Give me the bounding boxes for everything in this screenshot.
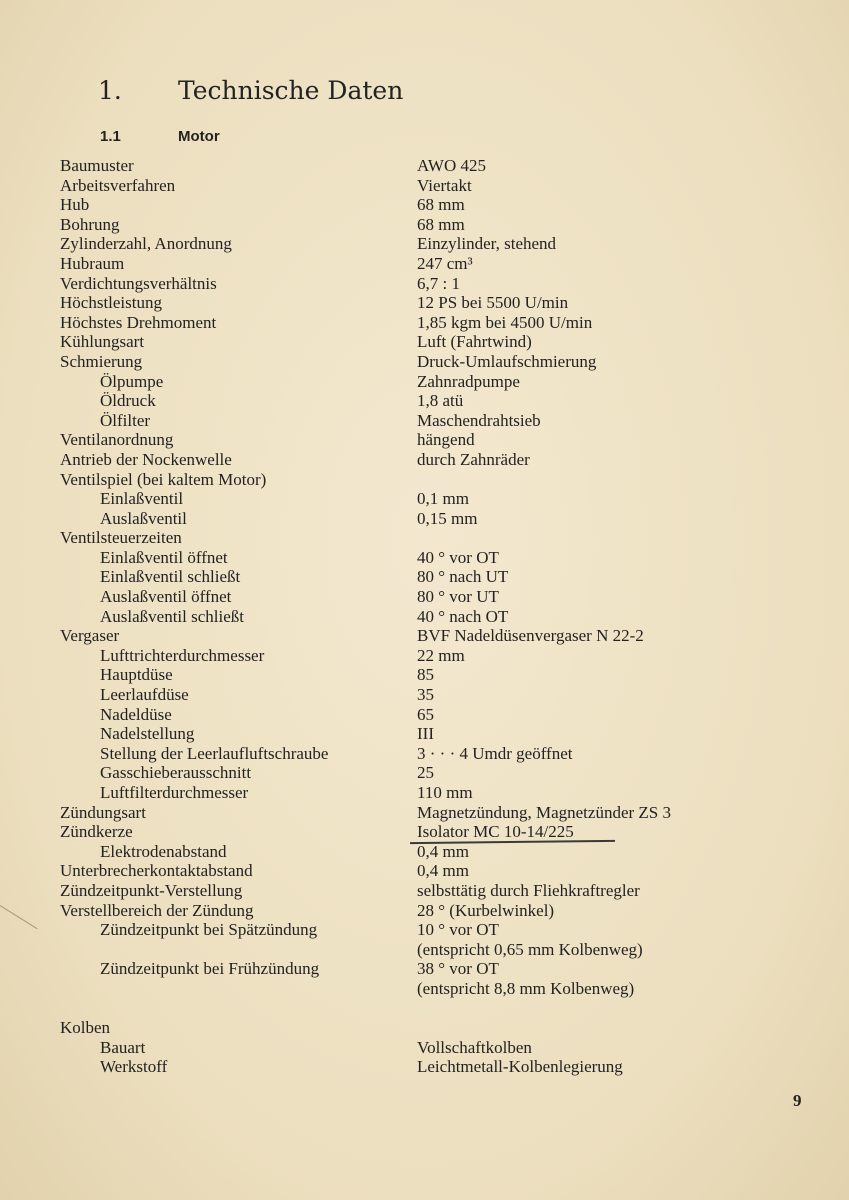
spec-row: [60, 724, 780, 744]
spec-value: 110 mm: [417, 783, 473, 802]
spec-label: Bauart: [100, 1037, 146, 1057]
spec-value: Leichtmetall-Kolbenlegierung: [417, 1057, 623, 1077]
subsection-number: 1.1: [100, 128, 121, 145]
spec-label: Zylinderzahl, Anordnung: [60, 234, 232, 254]
spec-row: [60, 940, 780, 960]
spec-value: Viertakt: [417, 175, 472, 195]
spec-row: [60, 803, 780, 823]
spec-row: [60, 626, 780, 646]
spec-row: [60, 391, 780, 411]
spec-label: Nadeldüse: [100, 704, 172, 724]
spec-row: [60, 156, 780, 176]
spec-label: Kühlungsart: [60, 332, 145, 352]
spec-label: Hub: [60, 195, 90, 215]
spec-label: Kolben: [60, 1018, 111, 1038]
spec-row: [60, 1038, 780, 1058]
spec-row: [60, 901, 780, 921]
spec-value: BVF Nadeldüsenvergaser N 22-2: [417, 626, 644, 646]
subsection-title: Motor: [178, 128, 220, 145]
spec-value: 12 PS bei 5500 U/min: [417, 293, 569, 313]
spec-value: 35: [417, 685, 434, 705]
spec-value: AWO 425: [417, 156, 486, 175]
spec-value: 1,8 atü: [417, 391, 464, 411]
spec-value: 10 ° vor OT: [417, 920, 499, 940]
spec-label: Zündzeitpunkt-Verstellung: [60, 880, 243, 900]
section-number: 1.: [98, 76, 122, 105]
spec-value: durch Zahnräder: [417, 449, 530, 469]
spec-row: [60, 587, 780, 607]
spec-row: [60, 783, 780, 803]
spec-label: Ölfilter: [100, 410, 151, 430]
spec-value: 25: [417, 763, 434, 783]
spec-row: [60, 548, 780, 568]
spec-value: III: [417, 724, 434, 744]
spec-label: Werkstoff: [100, 1057, 168, 1077]
spec-label: Auslaßventil schließt: [100, 606, 245, 626]
spec-label: Einlaßventil öffnet: [100, 547, 228, 567]
spec-label: Verstellbereich der Zündung: [60, 900, 254, 920]
spec-row: [60, 254, 780, 274]
spec-value: 6,7 : 1: [417, 273, 460, 293]
spec-label: Höchstes Drehmoment: [60, 312, 217, 332]
spec-value: 65: [417, 704, 434, 724]
spec-value: Zahnradpumpe: [417, 371, 520, 391]
spec-row: [60, 685, 780, 705]
spec-row-spacer: [60, 999, 780, 1019]
spec-value: 38 ° vor OT: [417, 959, 499, 979]
spec-row: [60, 274, 780, 294]
spec-row: [60, 234, 780, 254]
spec-value: 68 mm: [417, 195, 465, 215]
spec-row: [60, 195, 780, 215]
spec-label: Hauptdüse: [100, 665, 173, 685]
spec-label: Öldruck: [100, 391, 156, 411]
spec-row: [60, 744, 780, 764]
spec-label: Zündkerze: [60, 822, 133, 842]
spec-row: [60, 470, 780, 490]
spec-value: 40 ° vor OT: [417, 547, 499, 567]
spec-row: [60, 842, 780, 862]
spec-label: Lufttrichterdurchmesser: [100, 645, 265, 665]
spec-value: 68 mm: [417, 214, 465, 234]
spec-row: [60, 763, 780, 783]
spec-row: [60, 822, 780, 842]
spec-row: [60, 352, 780, 372]
spec-row: [60, 646, 780, 666]
spec-row: [60, 881, 780, 901]
spec-value: hängend: [417, 430, 475, 450]
spec-value: Druck-Umlaufschmierung: [417, 351, 597, 371]
spec-value: 0,4 mm: [417, 861, 469, 881]
spec-row: [60, 450, 780, 470]
paper-crease: [0, 905, 38, 929]
spec-row: [60, 959, 780, 979]
spec-label: Bohrung: [60, 214, 120, 234]
subsection-heading: [100, 128, 220, 145]
spec-row: [60, 861, 780, 881]
spec-value: 22 mm: [417, 645, 465, 665]
spec-row: [60, 293, 780, 313]
spec-row: [60, 1057, 780, 1077]
spec-label: Zündungsart: [60, 802, 146, 822]
spec-label: Unterbrecherkontaktabstand: [60, 861, 253, 881]
spec-row: [60, 411, 780, 431]
spec-value: Luft (Fahrtwind): [417, 332, 532, 352]
spec-row: [60, 489, 780, 509]
spec-label: Leerlaufdüse: [100, 685, 189, 705]
spec-value: 40 ° nach OT: [417, 606, 509, 626]
spec-label: Gasschieberausschnitt: [100, 763, 252, 783]
page-number: 9: [793, 1091, 802, 1110]
spec-label: Antrieb der Nockenwelle: [60, 449, 232, 469]
spec-label: Stellung der Leerlaufluftschraube: [100, 743, 329, 763]
spec-value: 0,4 mm: [417, 841, 469, 861]
spec-value: 0,15 mm: [417, 508, 478, 528]
spec-value: 85: [417, 665, 434, 685]
spec-label: Auslaßventil: [100, 508, 187, 528]
spec-label: Arbeitsverfahren: [60, 175, 176, 195]
spec-value: 0,1 mm: [417, 489, 469, 509]
spec-value: 28 ° (Kurbelwinkel): [417, 900, 555, 920]
spec-value: selbsttätig durch Fliehkraftregler: [417, 880, 640, 900]
spec-label: Nadelstellung: [100, 724, 195, 744]
spec-label: Auslaßventil öffnet: [100, 587, 232, 607]
spec-row: [60, 313, 780, 333]
spec-label: Elektrodenabstand: [100, 841, 227, 861]
spec-value: Einzylinder, stehend: [417, 234, 557, 254]
spec-value: 247 cm³: [417, 253, 473, 273]
spec-label: Verdichtungsverhältnis: [60, 273, 217, 293]
spec-value: (entspricht 0,65 mm Kolbenweg): [417, 939, 643, 959]
spec-label: Einlaßventil: [100, 489, 184, 509]
spec-label: Luftfilterdurchmesser: [100, 783, 249, 802]
spec-row: [60, 332, 780, 352]
spec-row: [60, 567, 780, 587]
spec-label: Vergaser: [60, 626, 120, 646]
spec-table: [60, 156, 780, 1077]
spec-row: [60, 430, 780, 450]
section-title: Technische Daten: [178, 76, 404, 105]
section-heading: [98, 76, 403, 105]
spec-label: Hubraum: [60, 253, 125, 273]
spec-value: Magnetzündung, Magnetzünder ZS 3: [417, 802, 671, 822]
spec-row: [60, 665, 780, 685]
spec-row: [60, 215, 780, 235]
spec-value: Isolator MC 10-14/225: [417, 822, 574, 842]
spec-label: Zündzeitpunkt bei Spätzündung: [100, 920, 318, 940]
spec-label: Ventilsteuerzeiten: [60, 528, 182, 548]
spec-row: [60, 1018, 780, 1038]
spec-label: Baumuster: [60, 156, 134, 175]
spec-label: Ölpumpe: [100, 371, 164, 391]
spec-value: 3 · · · 4 Umdr geöffnet: [417, 743, 573, 763]
spec-value: 1,85 kgm bei 4500 U/min: [417, 312, 593, 332]
spec-row: [60, 705, 780, 725]
spec-row: [60, 607, 780, 627]
spec-value: Vollschaftkolben: [417, 1037, 532, 1057]
spec-row: [60, 372, 780, 392]
spec-value: 80 ° vor UT: [417, 587, 499, 607]
spec-row: [60, 979, 780, 999]
spec-value: Maschendrahtsieb: [417, 410, 541, 430]
spec-label: Höchstleistung: [60, 293, 162, 313]
spec-value: (entspricht 8,8 mm Kolbenweg): [417, 978, 635, 998]
spec-row: [60, 920, 780, 940]
spec-row: [60, 528, 780, 548]
spec-row: [60, 176, 780, 196]
spec-row: [60, 509, 780, 529]
spec-label: Einlaßventil schließt: [100, 567, 241, 587]
spec-label: Ventilspiel (bei kaltem Motor): [60, 469, 267, 489]
spec-label: Schmierung: [60, 351, 143, 371]
spec-label: Zündzeitpunkt bei Frühzündung: [100, 959, 320, 979]
spec-value: 80 ° nach UT: [417, 567, 509, 587]
spec-label: Ventilanordnung: [60, 430, 174, 450]
